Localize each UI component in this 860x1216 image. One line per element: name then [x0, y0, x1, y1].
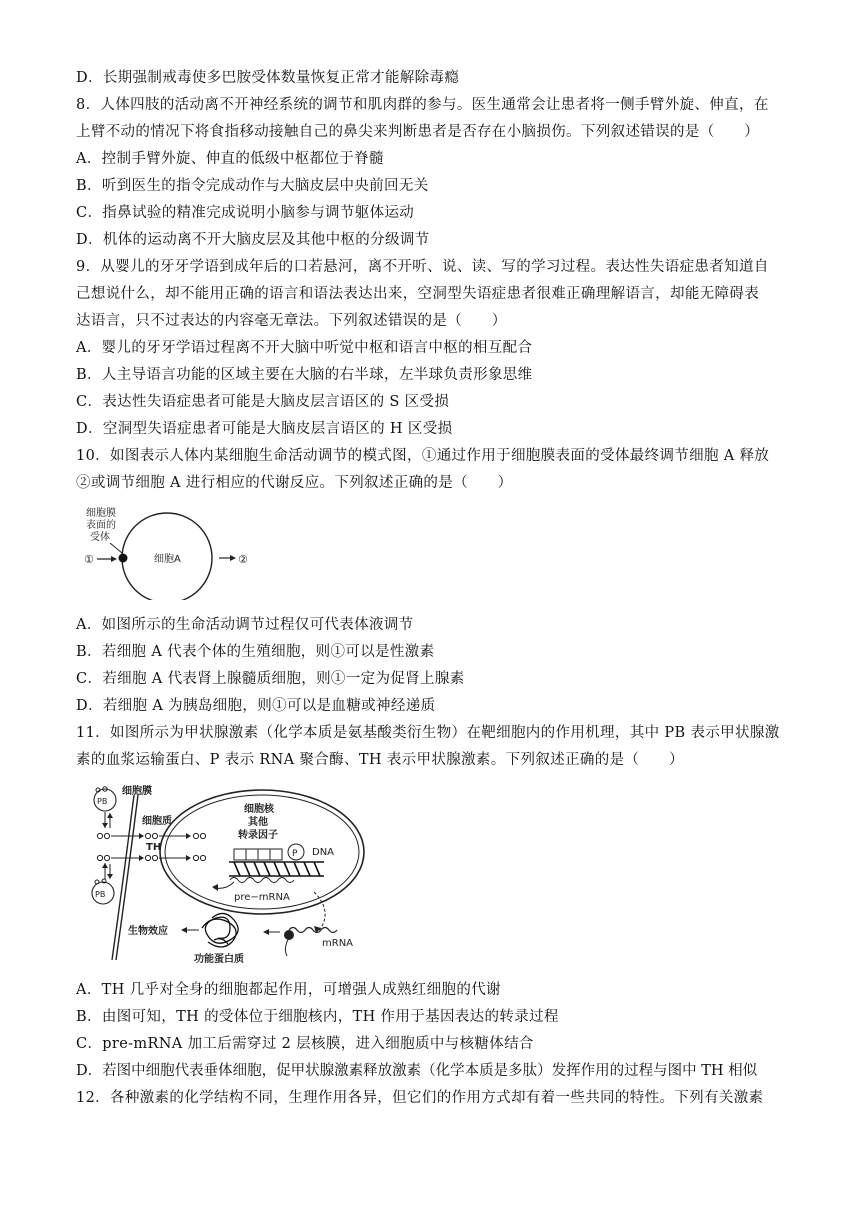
q11-stem-line-2: 素的血浆运输蛋白、P 表示 RNA 聚合酶、TH 表示甲状腺激素。下列叙述正确的是（ ）: [76, 752, 684, 768]
signal-1-label: ①: [84, 553, 94, 566]
receptor-label-line-1: 细胞膜: [86, 508, 116, 519]
q10-option-c: C．若细胞 A 代表肾上腺髓质细胞，则①一定为促肾上腺素: [76, 671, 465, 687]
q10-option-a: A．如图所示的生命活动调节过程仅可代表体液调节: [76, 617, 414, 633]
q10-option-d: D．若细胞 A 为胰岛细胞，则①可以是血糖或神经递质: [76, 698, 436, 714]
receptor-dot: [119, 554, 128, 563]
q11-option-d: D．若图中细胞代表垂体细胞，促甲状腺激素释放激素（化学本质是多肽）发挥作用的过程与图中 TH 相似: [76, 1063, 758, 1079]
q10-stem-line-2: ②或调节细胞 A 进行相应的代谢反应。下列叙述正确的是（ ）: [76, 475, 513, 491]
q9-option-c: C．表达性失语症患者可能是大脑皮层言语区的 S 区受损: [76, 394, 450, 410]
q11-option-b: B．由图可知，TH 的受体位于细胞核内，TH 作用于基因表达的转录过程: [76, 1009, 559, 1025]
receptor-label-line-3: 受体: [90, 532, 110, 543]
signal-2-label: ②: [238, 553, 248, 566]
q10-cell-diagram: [80, 500, 280, 600]
dna-helix: [229, 862, 324, 876]
functional-protein: [202, 913, 238, 947]
q9-option-d: D．空洞型失语症患者可能是大脑皮层言语区的 H 区受损: [76, 421, 453, 437]
pre-mrna-label: pre−mRNA: [234, 892, 290, 903]
other-label: 其他: [248, 817, 268, 828]
q8-option-b: B．听到医生的指令完成动作与大脑皮层中央前回无关: [76, 178, 429, 194]
q12-stem-line-1: 12．各种激素的化学结构不同，生理作用各异，但它们的作用方式却有着一些共同的特性。下列有关激素: [76, 1090, 764, 1106]
dna-label: DNA: [312, 847, 335, 858]
q11-thyroid-hormone-diagram: [84, 780, 374, 965]
q9-stem-line-2: 己想说什么，却不能用正确的语言和语法表达出来，空洞型失语症患者很难正确理解语言，却能无障碍表: [76, 286, 760, 302]
q9-stem-line-3: 达语言，只不过表达的内容毫无章法。下列叙述错误的是（ ）: [76, 313, 507, 329]
p-label: P: [292, 849, 298, 859]
th-label: TH: [146, 842, 162, 853]
q11-option-a: A．TH 几乎对全身的细胞都起作用，可增强人成熟红细胞的代谢: [76, 982, 501, 998]
q8-option-a: A．控制手臂外旋、伸直的低级中枢都位于脊髓: [76, 151, 384, 167]
q8-option-d: D．机体的运动离不开大脑皮层及其他中枢的分级调节: [76, 232, 430, 248]
cell-a-label: 细胞A: [154, 554, 181, 565]
q9-option-a: A．婴儿的牙牙学语过程离不开大脑中听觉中枢和语言中枢的相互配合: [76, 340, 533, 356]
cytoplasm-label: 细胞质: [142, 816, 172, 827]
pb-bottom-label: PB: [95, 890, 106, 899]
q8-stem-line-2: 上臂不动的情况下将食指移动接触自己的鼻尖来判断患者是否存在小脑损伤。下列叙述错误的是（ ）: [76, 124, 760, 140]
q11-option-c: C．pre-mRNA 加工后需穿过 2 层核膜，进入细胞质中与核糖体结合: [76, 1036, 534, 1052]
q9-stem-line-1: 9．从婴儿的牙牙学语到成年后的口若悬河，离不开听、说、读、写的学习过程。表达性失语症患者知道自: [76, 259, 769, 275]
biological-effect-label: 生物效应: [128, 926, 168, 937]
q9-option-b: B．人主导语言功能的区域主要在大脑的右半球，左半球负责形象思维: [76, 367, 533, 383]
pb-top-label: PB: [97, 797, 108, 806]
q7-option-d: D．长期强制戒毒使多巴胺受体数量恢复正常才能解除毒瘾: [76, 70, 460, 86]
q8-option-c: C．指鼻试验的精准完成说明小脑参与调节躯体运动: [76, 205, 415, 221]
receptor-label-line-2: 表面的: [86, 520, 116, 531]
mrna-label: mRNA: [322, 938, 354, 949]
q10-option-b: B．若细胞 A 代表个体的生殖细胞，则①可以是性激素: [76, 644, 435, 660]
q10-stem-line-1: 10．如图表示人体内某细胞生命活动调节的模式图，①通过作用于细胞膜表面的受体最终调节细胞 A 释放: [76, 448, 770, 464]
q11-stem-line-1: 11．如图所示为甲状腺激素（化学本质是氨基酸类衍生物）在靶细胞内的作用机理，其中 PB 表示甲状腺激: [76, 725, 780, 741]
nucleus-label: 细胞核: [244, 804, 274, 815]
transcription-factor-label: 转录因子: [238, 830, 278, 841]
membrane-label: 细胞膜: [122, 786, 152, 797]
protein-label: 功能蛋白质: [194, 954, 244, 965]
q8-stem-line-1: 8．人体四肢的活动离不开神经系统的调节和肌肉群的参与。医生通常会让患者将一侧手臂外旋、伸直，在: [76, 97, 769, 113]
